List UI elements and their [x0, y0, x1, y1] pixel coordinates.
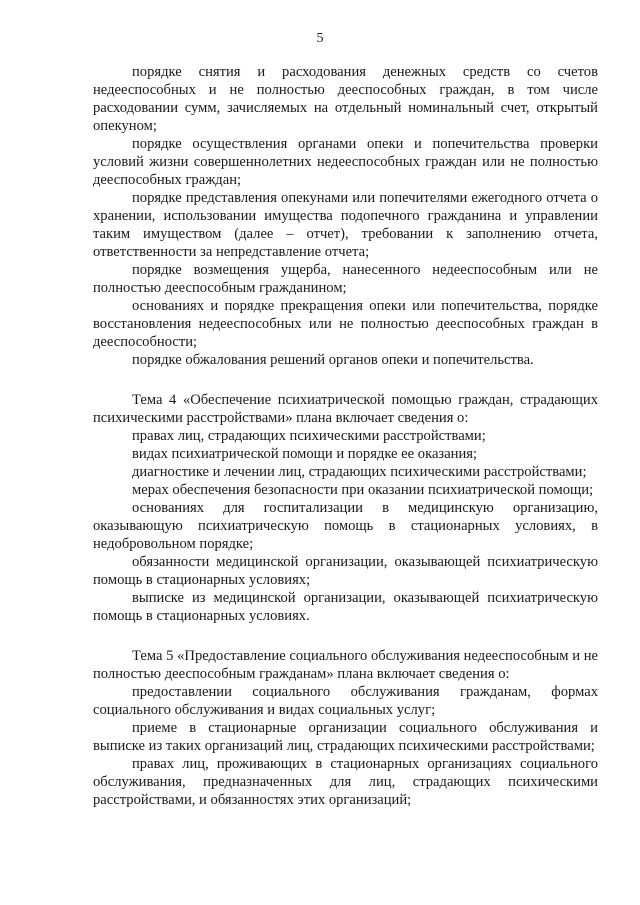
paragraph: видах психиатрической помощи и порядке ее оказания;: [132, 446, 478, 462]
paragraph: диагностике и лечении лиц, страдающих психическими расстройствами;: [132, 464, 587, 480]
topic-5-heading: Тема 5 «Предоставление социального обслуживания недееспособным и не полностью дееспособным гражданам» плана включает сведения о:: [93, 648, 598, 682]
paragraph: выписке из медицинской организации, оказывающей психиатрическую помощь в стационарных условиях.: [93, 590, 598, 624]
paragraph: порядке представления опекунами или попечителями ежегодного отчета о хранении, использовании имущества подопечного гражданина и управлении таким имуществом (далее – отчет), требовании к заполнению отчета, ответственности за непредставление отчета;: [93, 190, 598, 260]
paragraph: обязанности медицинской организации, оказывающей психиатрическую помощь в стационарных условиях;: [93, 554, 598, 588]
topic-4-heading: Тема 4 «Обеспечение психиатрической помощью граждан, страдающих психическими расстройствами» плана включает сведения о:: [93, 392, 598, 426]
paragraph: приеме в стационарные организации социального обслуживания и выписке из таких организаций лиц, страдающих психическими расстройствами;: [93, 720, 598, 754]
paragraph: предоставлении социального обслуживания гражданам, формах социального обслуживания и видах социальных услуг;: [93, 684, 598, 718]
paragraph: основаниях и порядке прекращения опеки или попечительства, порядке восстановления недееспособных или не полностью дееспособных граждан в дееспособности;: [93, 298, 598, 350]
paragraph: порядке возмещения ущерба, нанесенного недееспособным или не полностью дееспособным гражданином;: [93, 262, 598, 296]
paragraph: основаниях для госпитализации в медицинскую организацию, оказывающую психиатрическую помощь в стационарных условиях, в недобровольном порядке;: [93, 500, 598, 552]
paragraph: порядке обжалования решений органов опеки и попечительства.: [132, 352, 534, 368]
paragraph: порядке осуществления органами опеки и попечительства проверки условий жизни совершеннолетних недееспособных граждан или не полностью дееспособных граждан;: [93, 136, 598, 188]
page-number: 5: [316, 31, 324, 46]
paragraph: мерах обеспечения безопасности при оказании психиатрической помощи;: [132, 482, 594, 498]
paragraph: правах лиц, проживающих в стационарных организациях социального обслуживания, предназначенных для лиц, страдающих психическими расстройствами, и обязанностях этих организаций;: [93, 756, 598, 808]
paragraph: порядке снятия и расходования денежных средств со счетов недееспособных и не полностью дееспособных граждан, в том числе расходовании сумм, зачисляемых на отдельный номинальный счет, открытый опекуном;: [93, 64, 598, 134]
page-content: [93, 63, 598, 809]
section-spacer: [93, 369, 598, 391]
paragraph: правах лиц, страдающих психическими расстройствами;: [132, 428, 486, 444]
section-spacer: [93, 625, 598, 647]
